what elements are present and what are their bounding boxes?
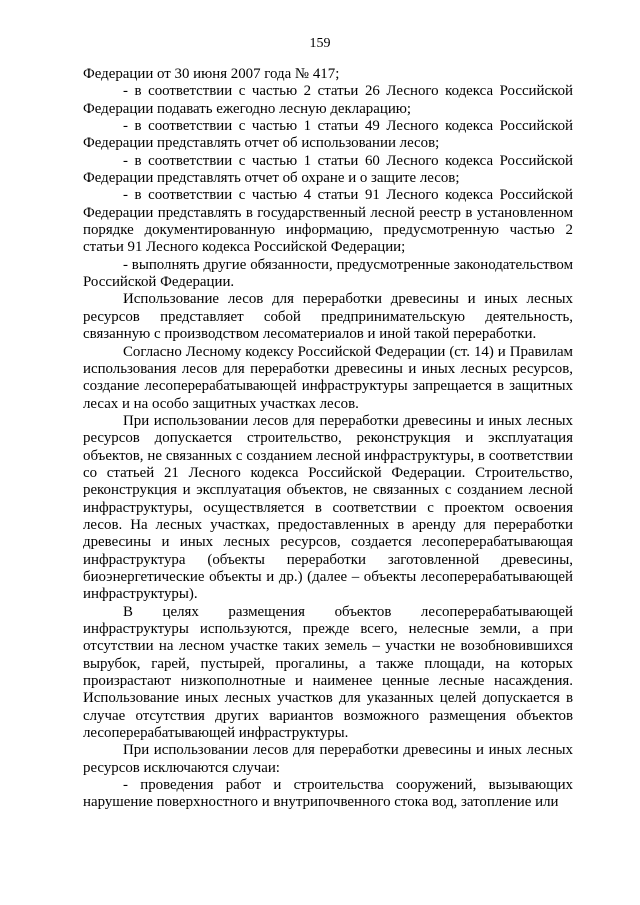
list-item-works-construction: - проведения работ и строительства сооружений, вызывающих нарушение поверхностного и внутрипочвенного стока вод, затопление или — [83, 777, 573, 811]
paragraph-construction-allowed: При использовании лесов для переработки древесины и иных лесных ресурсов допускается строительство, реконструкция и эксплуатация объектов, не связанных с созданием лесной инфраструктуры, в соответствии со статьей 21 Лесного кодекса Российской Федерации. Строительство, реконструкция и эксплуатация объектов, не связанных с созданием лесной инфраструктуры, осуществляется в соответствии с проектом освоения лесов. На лесных участках, предоставленных в аренду для переработки древесины и иных лесных ресурсов, создается лесоперерабатывающая инфраструктура (объекты переработки заготовленной древесины, биоэнергетические объекты и др.) (далее – объекты лесоперерабатывающей инфраструктуры). — [83, 412, 573, 603]
paragraph-infrastructure-placement: В целях размещения объектов лесоперерабатывающей инфраструктуры используются, прежде всего, нелесные земли, а при отсутствии на лесном участке таких земель – участки не возобновившихся вырубок, гарей, пустырей, прогалины, а также площади, на которых произрастают низкополнотные и наименее ценные лесные насаждения. Использование иных лесных участков для указанных целей допускается в случае отсутствия других вариантов возможного размещения объектов лесоперерабатывающей инфраструктуры. — [83, 603, 573, 742]
body-text — [83, 66, 573, 812]
paragraph-excluded-cases: При использовании лесов для переработки древесины и иных лесных ресурсов исключаются случаи: — [83, 742, 573, 776]
list-item-forest-register: - в соответствии с частью 4 статьи 91 Лесного кодекса Российской Федерации представлять в государственный лесной реестр в установленном порядке документированную информацию, предусмотренную частью 2 статьи 91 Лесного кодекса Российской Федерации; — [83, 187, 573, 256]
paragraph-processing-definition: Использование лесов для переработки древесины и иных лесных ресурсов представляет собой предпринимательскую деятельность, связанную с производством лесоматериалов и иной такой переработки. — [83, 291, 573, 343]
page-number: 159 — [309, 36, 331, 51]
list-item-other-duties: - выполнять другие обязанности, предусмотренные законодательством Российской Федерации. — [83, 256, 573, 291]
list-item-usage-report: - в соответствии с частью 1 статьи 49 Лесного кодекса Российской Федерации представлять отчет об использовании лесов; — [83, 118, 573, 152]
paragraph-continuation: Федерации от 30 июня 2007 года № 417; — [83, 66, 340, 82]
paragraph-forest-code-article-14: Согласно Лесному кодексу Российской Федерации (ст. 14) и Правилам использования лесов для переработки древесины и иных лесных ресурсов, создание лесоперерабатывающей инфраструктуры запрещается в защитных лесах и на особо защитных участках лесов. — [83, 343, 573, 412]
list-item-protection-report: - в соответствии с частью 1 статьи 60 Лесного кодекса Российской Федерации представлять отчет об охране и о защите лесов; — [83, 152, 573, 187]
list-item-forest-declaration: - в соответствии с частью 2 статьи 26 Лесного кодекса Российской Федерации подавать ежегодно лесную декларацию; — [83, 83, 573, 117]
